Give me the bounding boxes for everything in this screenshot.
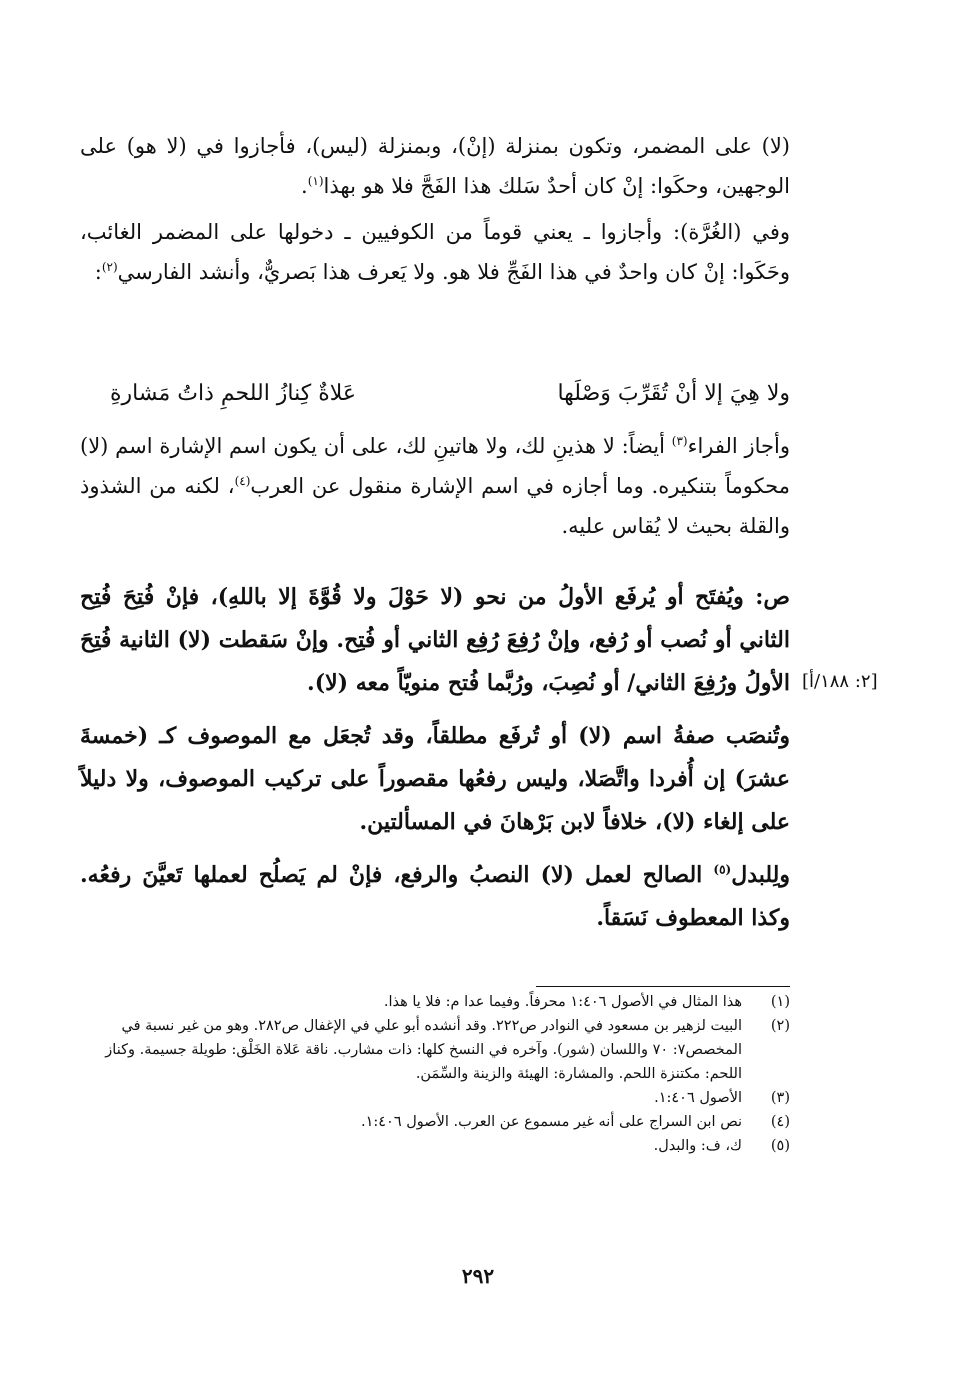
footnotes	[80, 990, 790, 1158]
body-top	[80, 126, 790, 292]
footnote-text: البيت لزهير بن مسعود في النوادر ص٢٢٢. وقد أنشده أبو علي في الإغفال ص٢٨٢. وهو من غير نسبة في المخصص٧: ٧٠ واللسان (شور). وآخره في النسخ كلها: ذات مشارب. ناقة عَلاة الخَلْق: طويلة جسيمة. وكناز اللحم: مكتنزة اللحم. والمشارة: الهيئة والزينة والسِّمَن.	[105, 1018, 742, 1082]
paragraph-5: وتُنصَب صفةُ اسم (لا) أو تُرفَع مطلقاً، وقد تُجعَل مع الموصوف كـ (خمسةَ عشرَ) إن أُفردا واتَّصَلا، وليس رفعُها مقصوراً على تركيب الموصوف، ولا دليلاً على إلغاء (لا)، خلافاً لابن بَرْهانَ في المسألتين.	[80, 723, 790, 835]
paragraph-3-text: وأجاز الفراء	[687, 434, 791, 458]
verse-hemistich-1: ولا هِيَ إلا أنْ تُقَرِّبَ وَصْلَها	[557, 381, 790, 406]
page-number: ٢٩٢	[461, 1264, 495, 1288]
paragraph-2	[80, 212, 790, 292]
footnote-1	[80, 990, 790, 1014]
paragraph-2-text: وفي (الغُرَّة): وأجازوا ـ يعني قوماً من الكوفيين ـ دخولها على المضمر الغائب، وحَكَوا: إنْ كان واحدٌ في هذا الفَجِّ فلا هو. ولا يَعرف هذا بَصريٌّ، وأنشد الفارسي	[80, 220, 790, 284]
verse-hemistich-2: عَلاةٌ كِنازُ اللحمِ ذاتُ مَشارةِ	[110, 381, 357, 406]
paragraph-1-tail: .	[301, 174, 308, 198]
footnote-ref-3: (٣)	[671, 434, 688, 448]
footnote-separator	[536, 986, 790, 987]
footnote-text: ك، ف: والبدل.	[653, 1138, 742, 1154]
paragraph-6-tail: الصالح لعمل (لا) النصبُ والرفع، فإنْ لم يَصلُح لعملها تَعيَّنَ رفعُه. وكذا المعطوف نَسَقاً.	[80, 862, 790, 931]
footnote-number: (٣)	[770, 1090, 790, 1106]
footnote-ref-2: (٢)	[101, 260, 118, 274]
paragraph-4: ص: ويُفتَح أو يُرفَع الأولُ من نحو (لا حَوْلَ ولا قُوَّةَ إلا باللهِ)، فإنْ فُتِحَ فُتِح الثاني أو نُصب أو رُفع، وإنْ رُفِعَ رُفِع الثاني أو فُتِح. وإنْ سَقطت (لا) الثانية فُتِحَ الأولُ ورُفِعَ الثاني/ أو نُصِبَ، ورُبَّما فُتح منويّاً معه (لا).	[80, 584, 790, 696]
footnote-ref-1: (١)	[307, 174, 324, 188]
footnote-number: (٢)	[770, 1018, 790, 1034]
paragraph-3-tail: ، لكنه من الشذوذ والقلة بحيث لا يُقاس عليه.	[80, 474, 790, 538]
paragraph-3	[80, 426, 790, 546]
footnote-2	[80, 1014, 790, 1086]
footnote-number: (٤)	[770, 1114, 790, 1130]
paragraph-6	[80, 854, 790, 940]
margin-manuscript-reference: [٢: ١٨٨/أ]	[802, 671, 878, 692]
paragraph-1	[80, 126, 790, 206]
body-middle	[80, 426, 790, 546]
paragraph-3-text2: أيضاً: لا هذينِ لك، ولا هاتينِ لك، على أن يكون اسم الإشارة اسم (لا) محكوماً بتنكيره. وما أجازه في اسم الإشارة منقول عن العرب	[80, 434, 790, 498]
paragraph-2-tail: :	[94, 260, 102, 284]
paragraph-6-text: ولِلبدل	[731, 862, 790, 888]
poetry-verse	[110, 374, 790, 418]
footnote-5	[80, 1134, 790, 1158]
paragraph-1-text: (لا) على المضمر، وتكون بمنزلة (إنْ)، وبمنزلة (ليس)، فأجازوا في (لا هو) على الوجهين، وحكَوا: إنْ كان أحدٌ سَلك هذا الفَجَّ فلا هو بهذا	[80, 134, 790, 198]
body-bold	[80, 576, 790, 940]
footnote-ref-5: (٥)	[713, 862, 732, 877]
footnote-number: (١)	[770, 994, 790, 1010]
footnote-text: نص ابن السراج على أنه غير مسموع عن العرب. الأصول ١:٤٠٦.	[360, 1114, 742, 1130]
footnote-number: (٥)	[770, 1138, 790, 1154]
footnote-text: الأصول ١:٤٠٦.	[654, 1090, 742, 1106]
footnote-4	[80, 1110, 790, 1134]
footnote-3	[80, 1086, 790, 1110]
footnote-ref-4: (٤)	[234, 474, 251, 488]
footnote-text: هذا المثال في الأصول ١:٤٠٦ محرفاً. وفيما عدا م: فلا يا هذا.	[383, 994, 742, 1010]
